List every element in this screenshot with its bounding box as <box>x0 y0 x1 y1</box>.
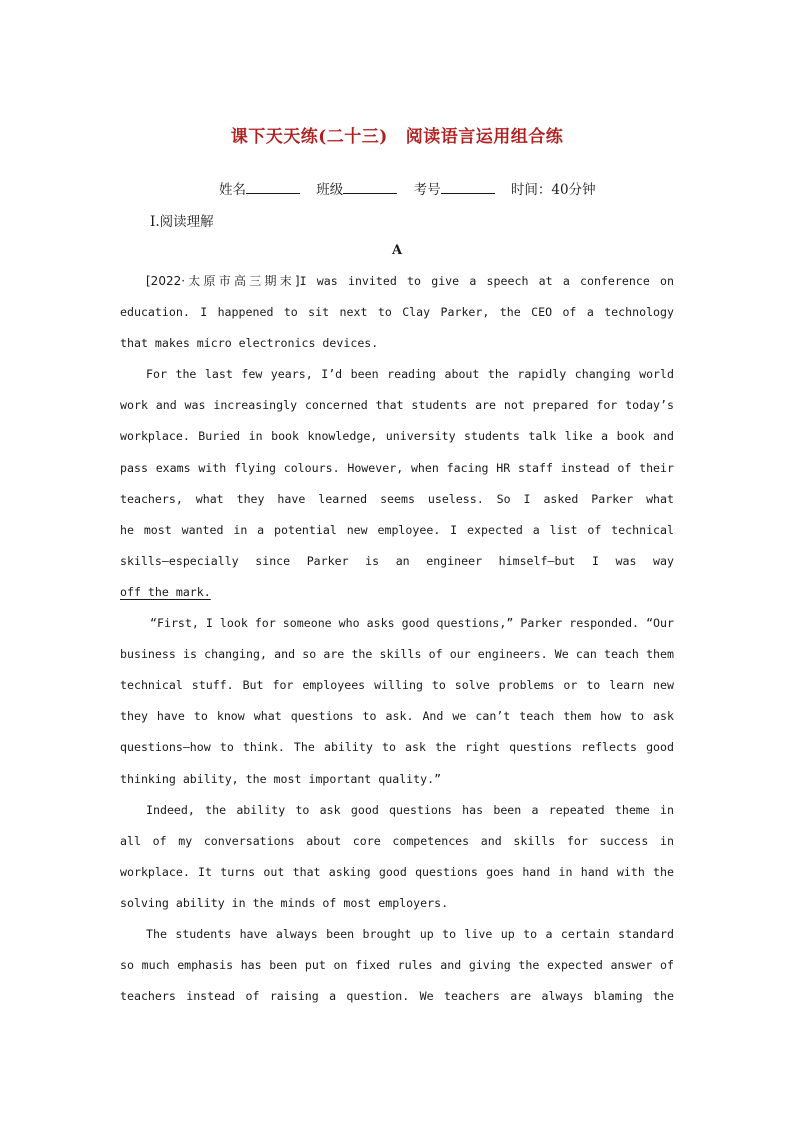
text-line: teachers instead of raising a question. We teachers are always blaming the <box>120 989 674 1004</box>
text-line: they have to know what questions to ask. And we can’t teach them how to ask <box>120 709 674 724</box>
passage-letter: A <box>391 243 403 258</box>
text-line: so much emphasis has been put on fixed rules and giving the expected answer of <box>120 958 674 973</box>
page-title <box>0 122 794 147</box>
text-line: work and was increasingly concerned that students are not prepared for today’s <box>120 398 674 413</box>
class-blank[interactable] <box>343 181 397 194</box>
number-blank[interactable] <box>441 181 495 194</box>
passage-source: [2022·太原市高三期末] <box>146 274 300 288</box>
text-line: “First, I look for someone who asks good questions,” Parker responded. “Our <box>150 616 674 631</box>
text-line: questions—how to think. The ability to ask the right questions reflects good <box>120 740 674 755</box>
number-label: 考号 <box>413 182 441 198</box>
text-line: [2022·太原市高三期末]I was invited to give a speech at a conference on <box>146 274 674 288</box>
text-line: technical stuff. But for employees willing to solve problems or to learn new <box>120 678 674 693</box>
passage-body <box>120 266 674 1012</box>
name-field <box>219 182 300 198</box>
text-line: Indeed, the ability to ask good questions has been a repeated theme in <box>146 802 674 817</box>
text-line: he most wanted in a potential new employee. I expected a list of technical <box>120 522 674 537</box>
text-line: business is changing, and so are the skills of our engineers. We can teach them <box>120 647 674 662</box>
text-line: solving ability in the minds of most employers. <box>120 895 449 910</box>
text-line: For the last few years, I’d been reading about the rapidly changing world <box>146 367 674 382</box>
title-main: 课下天天练(二十三) <box>230 127 388 147</box>
title-sub: 阅读语言运用组合练 <box>405 127 564 147</box>
class-field <box>316 182 397 198</box>
section-label: Ⅰ.阅读理解 <box>150 214 214 230</box>
text-line: workplace. It turns out that asking good questions goes hand in hand with the <box>120 864 674 879</box>
text-line <box>120 577 674 608</box>
time-field: 时间：40分钟 <box>510 182 596 198</box>
text-line: thinking ability, the most important quality.” <box>120 771 442 786</box>
text-line: skills—especially since Parker is an engineer himself—but I was way <box>120 553 674 568</box>
student-info-row <box>219 178 608 198</box>
text-line: teachers, what they have learned seems useless. So I asked Parker what <box>120 491 674 506</box>
text-line: education. I happened to sit next to Clay Parker, the CEO of a technology <box>120 305 674 320</box>
text-line: that makes micro electronics devices. <box>120 336 379 351</box>
text-line: workplace. Buried in book knowledge, university students talk like a book and <box>120 429 674 444</box>
name-label: 姓名 <box>219 182 246 198</box>
name-blank[interactable] <box>246 181 300 194</box>
text-line: all of my conversations about core competences and skills for success in <box>120 833 674 848</box>
class-label: 班级 <box>316 182 344 198</box>
text-line: The students have always been brought up to live up to a certain standard <box>146 926 674 941</box>
underlined-phrase: off the mark. <box>120 584 211 599</box>
number-field <box>414 182 495 198</box>
text-line: pass exams with flying colours. However, when facing HR staff instead of their <box>120 460 674 475</box>
